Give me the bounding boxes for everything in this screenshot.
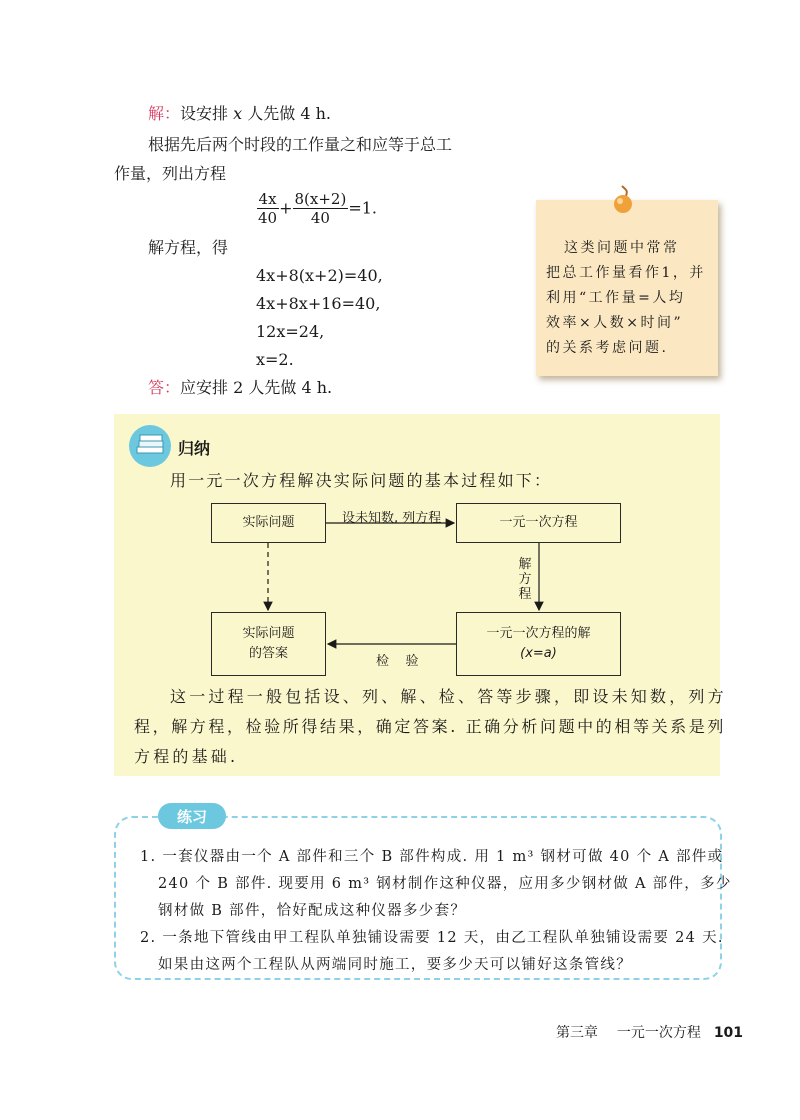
answer-label: 答： xyxy=(148,378,181,397)
solution-label: 解： xyxy=(148,104,181,123)
flow-box-answer: 实际问题 的答案 xyxy=(211,612,326,676)
solution-line-1: 解：设安排 x 人先做 4 h. xyxy=(148,104,331,123)
practice-item-line: 1. 一套仪器由一个 A 部件和三个 B 部件构成. 用 1 m³ 钢材可做 40 个 A 部件或 xyxy=(140,849,724,865)
summary-box xyxy=(114,414,727,776)
note-line: 效率×人数×时间” xyxy=(546,315,684,331)
label-formulate: 设未知数, 列方程 xyxy=(342,511,442,526)
practice-item-line: 2. 一条地下管线由甲工程队单独铺设需要 12 天，由乙工程队单独铺设需要 24 天. xyxy=(140,930,724,946)
practice-tag: 练习 xyxy=(158,803,226,829)
fraction-2: $\frac{8(x+2)}{40}$ xyxy=(294,190,347,227)
summary-paragraph-line: 方程的基础. xyxy=(134,747,239,766)
note-line: 的关系考虑问题. xyxy=(546,340,669,356)
flow-box-equation: 一元一次方程 xyxy=(456,503,621,543)
label-check: 检 验 xyxy=(376,654,419,669)
practice-item-line: 如果由这两个工程队从两端同时施工，要多少天可以铺好这条管线？ xyxy=(158,957,632,973)
pin-icon xyxy=(606,184,640,218)
solution-step: x=2. xyxy=(256,350,294,369)
answer-line: 答：应安排 2 人先做 4 h. xyxy=(148,378,333,397)
summary-intro: 用一元一次方程解决实际问题的基本过程如下： xyxy=(170,471,553,490)
page-number: 101 xyxy=(713,1025,744,1041)
solution-line-3: 作量，列出方程 xyxy=(114,164,227,183)
footer-title: 一元一次方程 xyxy=(616,1025,701,1041)
hint-note xyxy=(536,200,718,376)
flow-box-problem: 实际问题 xyxy=(211,503,326,543)
footer-chapter: 第三章 xyxy=(556,1025,598,1041)
fraction-1: $\frac{4x}{40}$ xyxy=(258,190,278,227)
summary-paragraph-line: 程，解方程，检验所得结果，确定答案. 正确分析问题中的相等关系是列 xyxy=(134,717,726,736)
note-line: 把总工作量看作1，并 xyxy=(546,265,706,281)
note-line: 利用“工作量=人均 xyxy=(546,290,686,306)
note-line: 这类问题中常常 xyxy=(564,240,680,256)
practice-item-line: 钢材做 B 部件，恰好配成这种仪器多少套？ xyxy=(158,903,467,919)
solution-line-2: 根据先后两个时段的工作量之和应等于总工 xyxy=(148,135,453,154)
solution-step: 12x=24, xyxy=(256,322,325,341)
summary-paragraph-line: 这一过程一般包括设、列、解、检、答等步骤，即设未知数，列方 xyxy=(170,687,727,706)
equation: $\frac{4x}{40}$ + $\frac{8(x+2)}{40}$ =1. xyxy=(258,190,377,227)
solution-step: 4x+8x+16=40, xyxy=(256,294,381,313)
page-footer xyxy=(556,1022,743,1042)
solve-label: 解方程，得 xyxy=(148,238,229,257)
summary-heading: 归纳 xyxy=(178,439,211,458)
label-solve: 解 方 程 xyxy=(518,557,532,602)
solution-step: 4x+8(x+2)=40, xyxy=(256,266,383,285)
practice-item-line: 240 个 B 部件. 现要用 6 m³ 钢材制作这种仪器，应用多少钢材做 A 部件，多少 xyxy=(158,876,732,892)
flow-box-solution: 一元一次方程的解 (x=a) xyxy=(456,612,621,676)
